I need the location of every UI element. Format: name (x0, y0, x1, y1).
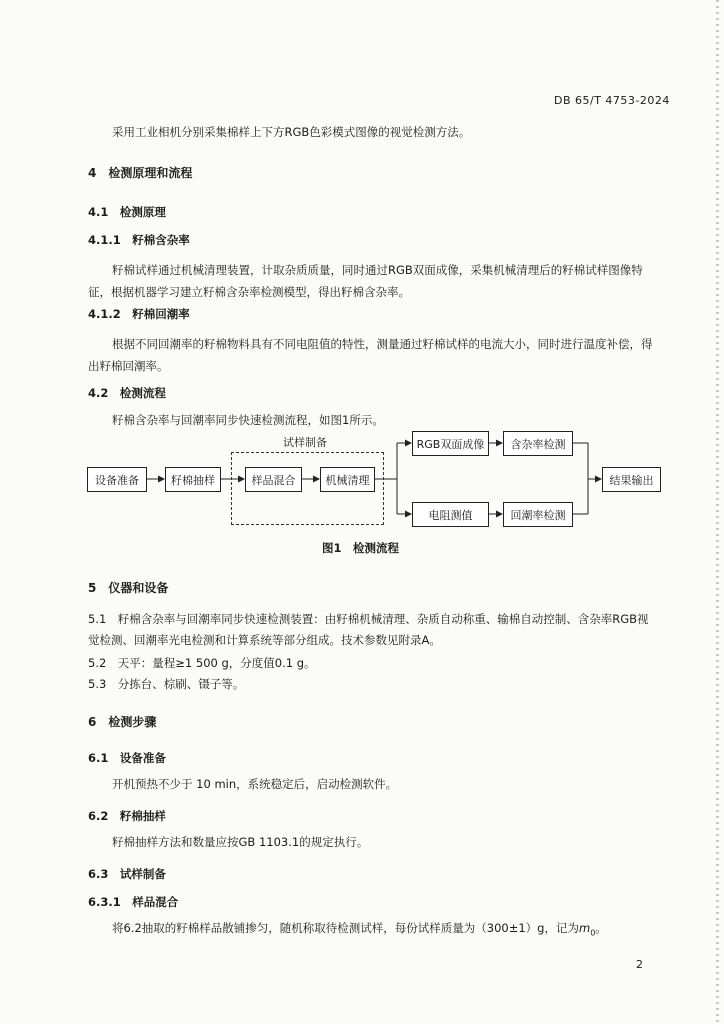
section-5-heading: 5 仪器和设备 (88, 581, 169, 595)
node-sampling: 籽棉抽样 (165, 467, 221, 492)
section-6-3-1-text (112, 918, 607, 943)
node-moisture-detect: 回潮率检测 (503, 502, 573, 527)
section-4-1-1-text: 籽棉试样通过机械清理装置，计取杂质质量，同时通过RGB双面成像，采集机械清理后的籽棉试样图像特征，根据机器学习建立籽棉含杂率检测模型，得出籽棉含杂率。 (88, 263, 643, 299)
section-5-1-text: 5.1 籽棉含杂率与回潮率同步快速检测装置：由籽棉机械清理、杂质自动称重、输棉自动控制、含杂率RGB视觉检测、回潮率光电检测和计算系统等部分组成。技术参数见附录A。 (88, 612, 649, 647)
figure-caption: 图1 检测流程 (322, 541, 400, 555)
section-4-1-2-text: 根据不同回潮率的籽棉物料具有不同电阻值的特性，测量通过籽棉试样的电流大小，同时进行温度补偿，得出籽棉回潮率。 (88, 337, 653, 373)
section-6-3-1-text-end: 。 (595, 921, 607, 935)
section-5-2-text: 5.2 天平：量程≥1 500 g，分度值0.1 g。 (88, 656, 316, 670)
section-6-3-1-heading: 6.3.1 样品混合 (88, 895, 179, 909)
section-4-heading: 4 检测原理和流程 (88, 166, 193, 180)
section-6-3-1-text-main: 将6.2抽取的籽棉样品散铺掺匀，随机称取待检测试样，每份试样质量为（300±1）g，记为 (112, 921, 579, 935)
node-output: 结果输出 (602, 467, 661, 492)
section-4-1-2-heading: 4.1.2 籽棉回潮率 (88, 307, 190, 321)
section-6-heading: 6 检测步骤 (88, 715, 157, 729)
mass-variable: m (579, 921, 591, 935)
section-6-1-text: 开机预热不少于 10 min，系统稳定后，启动检测软件。 (112, 777, 398, 791)
node-cleaning: 机械清理 (320, 467, 375, 492)
node-equipment-prep: 设备准备 (87, 467, 147, 492)
node-impurity-detect: 含杂率检测 (503, 431, 573, 456)
section-4-1-heading: 4.1 检测原理 (88, 205, 166, 219)
node-mixing: 样品混合 (245, 467, 302, 492)
section-6-2-text: 籽棉抽样方法和数量应按GB 1103.1的规定执行。 (112, 835, 369, 849)
standard-code: DB 65/T 4753-2024 (554, 94, 670, 107)
node-rgb-imaging: RGB双面成像 (412, 431, 489, 456)
section-6-2-heading: 6.2 籽棉抽样 (88, 809, 166, 823)
mass-subscript: 0 (590, 928, 596, 938)
page-number: 2 (636, 958, 643, 971)
intro-line: 采用工业相机分别采集棉样上下方RGB色彩模式图像的视觉检测方法。 (112, 125, 471, 139)
section-4-1-1-heading: 4.1.1 籽棉含杂率 (88, 233, 190, 247)
section-4-2-heading: 4.2 检测流程 (88, 386, 166, 400)
section-6-3-heading: 6.3 试样制备 (88, 867, 166, 881)
section-6-1-heading: 6.1 设备准备 (88, 751, 166, 765)
section-4-2-text: 籽棉含杂率与回潮率同步快速检测流程，如图1所示。 (112, 413, 384, 427)
section-5-3-text: 5.3 分拣台、棕刷、镊子等。 (88, 677, 245, 691)
sample-prep-group-label: 试样制备 (283, 436, 327, 449)
node-resistance: 电阻测值 (412, 502, 489, 527)
